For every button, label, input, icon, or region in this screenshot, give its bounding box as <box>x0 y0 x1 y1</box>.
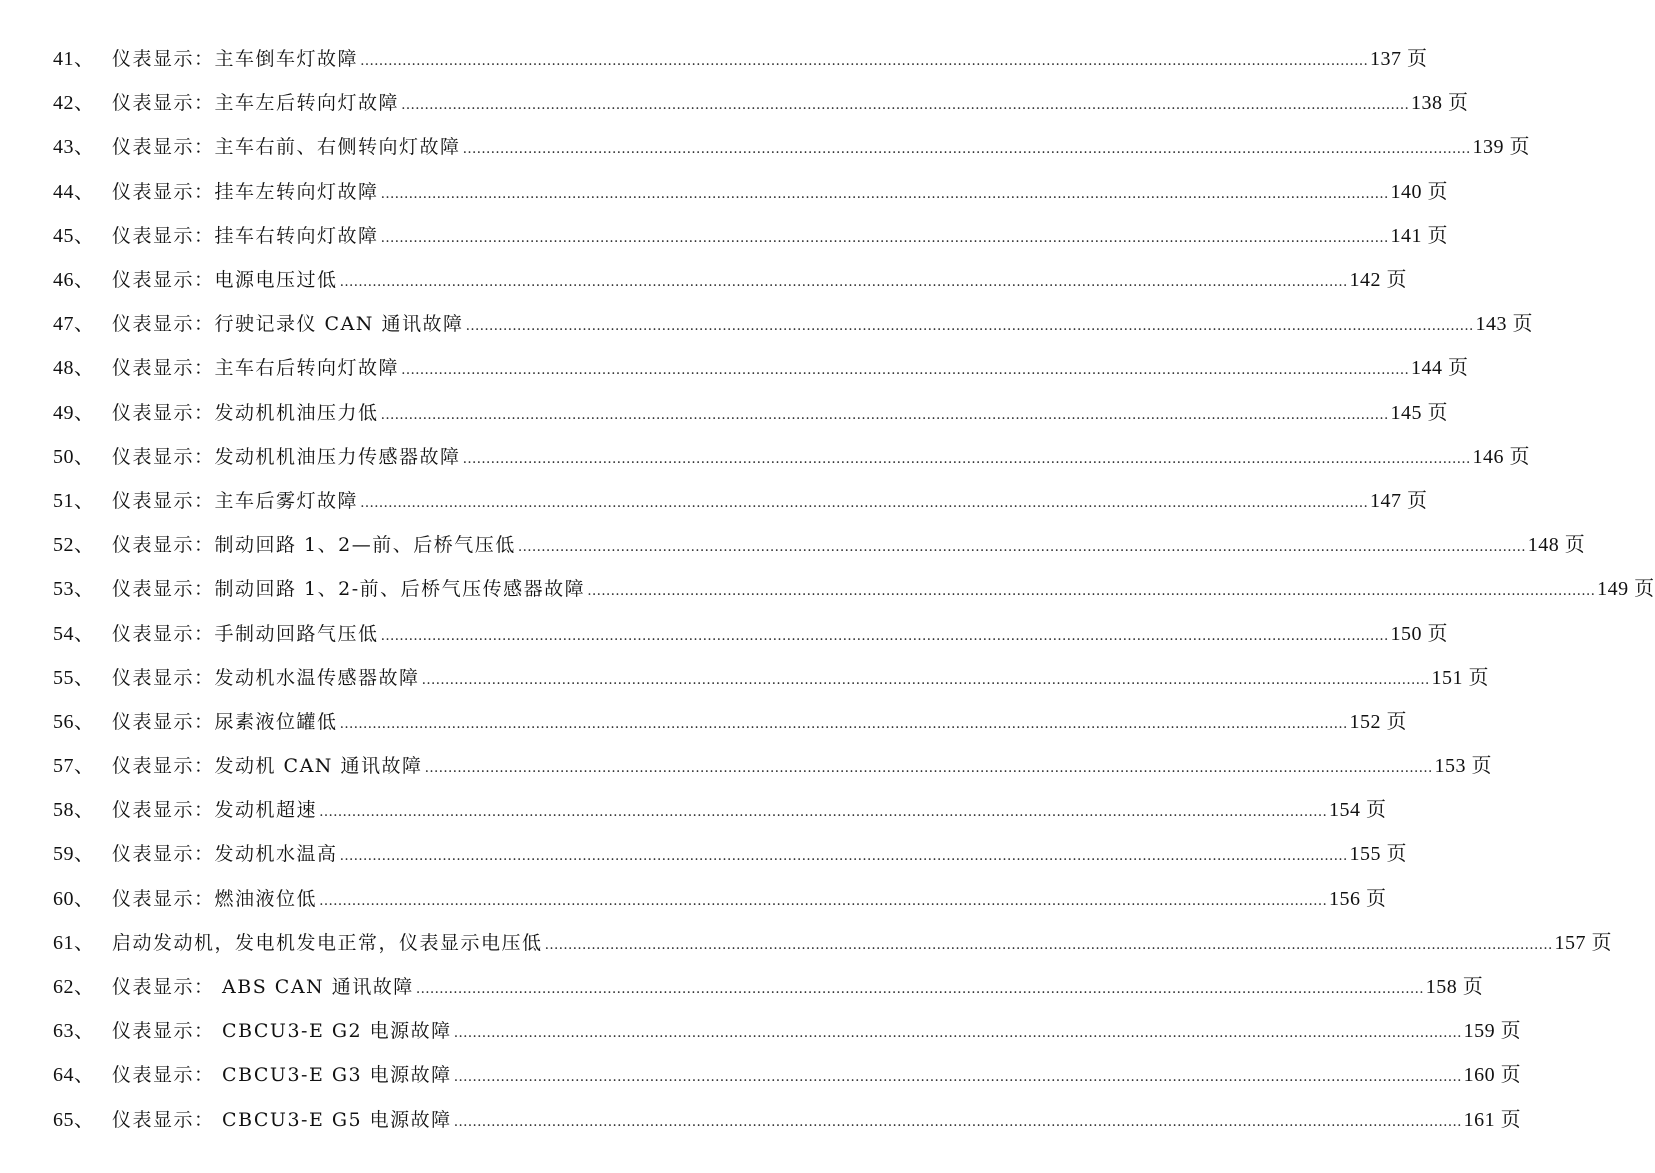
toc-entry-body <box>112 445 1531 468</box>
toc-entry[interactable] <box>0 788 1387 832</box>
toc-entry-number: 42、 <box>53 92 95 115</box>
toc-entry-page: 140 页 <box>1390 180 1449 203</box>
toc-entry[interactable] <box>0 523 1586 567</box>
toc-entry-number: 47、 <box>53 313 95 336</box>
toc-entry-body <box>112 666 1490 689</box>
toc-leader-dots: ……………………………………………………………………………………………………………………………………………………………………………………………… <box>453 1025 1462 1042</box>
toc-entry[interactable] <box>0 37 1428 81</box>
toc-entry[interactable] <box>0 346 1469 390</box>
toc-entry-number: 48、 <box>53 357 95 380</box>
toc-leader-dots: ……………………………………………………………………………………………………………………………………………………………………………………………… <box>544 936 1553 953</box>
toc-entry-body <box>112 1020 1522 1043</box>
toc-entry-title: 仪表显示：主车右前、右侧转向灯故障 <box>112 136 461 159</box>
toc-entry-page: 159 页 <box>1463 1020 1522 1043</box>
toc-leader-dots: ……………………………………………………………………………………………………………………………………………………………………………………………… <box>380 229 1389 246</box>
toc-leader-dots: ……………………………………………………………………………………………………………………………………………………………………………………………… <box>453 1113 1462 1130</box>
toc-leader-dots: ……………………………………………………………………………………………………………………………………………………………………………………………… <box>462 141 1471 158</box>
toc-leader-dots: ……………………………………………………………………………………………………………………………………………………………………………………………… <box>401 362 1410 379</box>
toc-entry[interactable] <box>0 81 1469 125</box>
toc-leader-dots: ……………………………………………………………………………………………………………………………………………………………………………………………… <box>360 53 1369 70</box>
toc-entry-title: 仪表显示：手制动回路气压低 <box>112 622 379 645</box>
toc-entry-title: 仪表显示：挂车左转向灯故障 <box>112 180 379 203</box>
toc-entry-page: 151 页 <box>1431 666 1490 689</box>
toc-entry-page: 158 页 <box>1425 976 1484 999</box>
toc-entry-body <box>112 1108 1522 1131</box>
toc-leader-dots: ……………………………………………………………………………………………………………………………………………………………………………………………… <box>319 892 1328 909</box>
toc-entry-number: 44、 <box>53 180 95 203</box>
toc-entry[interactable] <box>0 611 1449 655</box>
toc-entry-number: 41、 <box>53 48 95 71</box>
toc-entry-page: 144 页 <box>1411 357 1469 380</box>
toc-entry-title: 仪表显示：发动机水温传感器故障 <box>112 666 420 689</box>
toc-entry-title: 仪表显示：发动机 CAN 通讯故障 <box>112 755 423 778</box>
toc-entry[interactable] <box>0 877 1387 921</box>
toc-entry-title: 仪表显示：行驶记录仪 CAN 通讯故障 <box>112 313 464 336</box>
toc-entry-title: 仪表显示： CBCU3-E G5 电源故障 <box>112 1108 452 1131</box>
toc-entry-page: 160 页 <box>1463 1064 1522 1087</box>
toc-entry-number: 60、 <box>53 887 95 910</box>
toc-entry-number: 54、 <box>53 622 95 645</box>
toc-entry-page: 154 页 <box>1329 799 1387 822</box>
toc-entry-body <box>112 931 1613 954</box>
toc-entry-body <box>112 313 1533 336</box>
toc-entry-number: 64、 <box>53 1064 95 1087</box>
toc-entry-page: 155 页 <box>1349 843 1408 866</box>
toc-entry-number: 58、 <box>53 799 95 822</box>
toc-leader-dots: ……………………………………………………………………………………………………………………………………………………………………………………………… <box>360 494 1369 511</box>
toc-entry-body <box>112 269 1408 292</box>
toc-entry-title: 仪表显示： ABS CAN 通讯故障 <box>112 976 414 999</box>
toc-entry-number: 49、 <box>53 401 95 424</box>
toc-leader-dots: ……………………………………………………………………………………………………………………………………………………………………………………………… <box>319 804 1328 821</box>
toc-entry-title: 仪表显示：主车右后转向灯故障 <box>112 357 400 380</box>
toc-entry[interactable] <box>0 656 1490 700</box>
toc-entry-page: 147 页 <box>1370 489 1428 512</box>
toc-entry-title: 仪表显示： CBCU3-E G3 电源故障 <box>112 1064 452 1087</box>
toc-entry-body <box>112 710 1408 733</box>
toc-entry-number: 45、 <box>53 224 95 247</box>
toc-entry-title: 仪表显示：主车倒车灯故障 <box>112 48 359 71</box>
toc-entry-body <box>112 622 1449 645</box>
toc-entry-page: 145 页 <box>1390 401 1449 424</box>
toc-entry[interactable] <box>0 921 1613 965</box>
toc-entry-page: 149 页 <box>1597 578 1655 601</box>
toc-entry-title: 仪表显示：挂车右转向灯故障 <box>112 224 379 247</box>
toc-entry-number: 62、 <box>53 976 95 999</box>
toc-entry-number: 53、 <box>53 578 95 601</box>
toc-entry-number: 63、 <box>53 1020 95 1043</box>
toc-leader-dots: ……………………………………………………………………………………………………………………………………………………………………………………………… <box>380 406 1389 423</box>
table-of-contents <box>0 37 1655 1142</box>
toc-entry-body <box>112 92 1469 115</box>
toc-entry-page: 156 页 <box>1329 887 1387 910</box>
toc-entry[interactable] <box>0 214 1449 258</box>
toc-entry[interactable] <box>0 567 1655 611</box>
toc-entry-body <box>112 887 1387 910</box>
toc-entry[interactable] <box>0 965 1484 1009</box>
toc-entry[interactable] <box>0 1098 1522 1142</box>
toc-entry-title: 仪表显示：主车后雾灯故障 <box>112 489 359 512</box>
toc-entry-body <box>112 136 1531 159</box>
toc-entry-page: 138 页 <box>1411 92 1469 115</box>
toc-entry-number: 55、 <box>53 666 95 689</box>
toc-leader-dots: ……………………………………………………………………………………………………………………………………………………………………………………………… <box>421 671 1430 688</box>
toc-entry-number: 56、 <box>53 710 95 733</box>
toc-leader-dots: ……………………………………………………………………………………………………………………………………………………………………………………………… <box>465 318 1474 335</box>
toc-entry-page: 137 页 <box>1370 48 1428 71</box>
toc-entry-body <box>112 489 1428 512</box>
toc-entry-title: 仪表显示：发动机机油压力传感器故障 <box>112 445 461 468</box>
toc-entry[interactable] <box>0 435 1531 479</box>
toc-entry-body <box>112 976 1484 999</box>
toc-leader-dots: ……………………………………………………………………………………………………………………………………………………………………………………………… <box>339 274 1348 291</box>
toc-leader-dots: ……………………………………………………………………………………………………………………………………………………………………………………………… <box>380 185 1389 202</box>
toc-entry-body <box>112 224 1449 247</box>
toc-entry-number: 57、 <box>53 755 95 778</box>
toc-leader-dots: ……………………………………………………………………………………………………………………………………………………………………………………………… <box>517 539 1526 556</box>
toc-entry-page: 142 页 <box>1349 269 1408 292</box>
toc-entry-title: 启动发动机，发电机发电正常，仪表显示电压低 <box>112 931 543 954</box>
toc-leader-dots: ……………………………………………………………………………………………………………………………………………………………………………………………… <box>453 1069 1462 1086</box>
toc-entry-title: 仪表显示：主车左后转向灯故障 <box>112 92 400 115</box>
toc-entry[interactable] <box>0 700 1408 744</box>
toc-entry-page: 161 页 <box>1463 1108 1522 1131</box>
toc-entry-title: 仪表显示：尿素液位罐低 <box>112 710 338 733</box>
toc-entry-number: 43、 <box>53 136 95 159</box>
toc-entry-page: 139 页 <box>1472 136 1531 159</box>
toc-entry[interactable] <box>0 1053 1522 1097</box>
toc-entry[interactable] <box>0 832 1408 876</box>
toc-entry-number: 52、 <box>53 534 95 557</box>
toc-entry-number: 59、 <box>53 843 95 866</box>
toc-entry-body <box>112 799 1387 822</box>
toc-entry-body <box>112 357 1469 380</box>
toc-entry-title: 仪表显示：电源电压过低 <box>112 269 338 292</box>
toc-entry-title: 仪表显示：发动机超速 <box>112 799 318 822</box>
toc-leader-dots: ……………………………………………………………………………………………………………………………………………………………………………………………… <box>401 97 1410 114</box>
toc-entry-title: 仪表显示： CBCU3-E G2 电源故障 <box>112 1020 452 1043</box>
toc-entry-page: 153 页 <box>1434 755 1492 778</box>
toc-entry-body <box>112 534 1586 557</box>
toc-leader-dots: ……………………………………………………………………………………………………………………………………………………………………………………………… <box>424 760 1433 777</box>
toc-entry[interactable] <box>0 744 1492 788</box>
toc-entry-body <box>112 401 1449 424</box>
toc-leader-dots: ……………………………………………………………………………………………………………………………………………………………………………………………… <box>339 848 1348 865</box>
toc-entry[interactable] <box>0 125 1531 169</box>
toc-entry-title: 仪表显示：制动回路 1、2-前、后桥气压传感器故障 <box>112 578 586 601</box>
toc-entry-body <box>112 1064 1522 1087</box>
toc-leader-dots: ……………………………………………………………………………………………………………………………………………………………………………………………… <box>380 627 1389 644</box>
toc-entry-number: 61、 <box>53 931 95 954</box>
toc-entry-title: 仪表显示：发动机机油压力低 <box>112 401 379 424</box>
toc-entry-page: 146 页 <box>1472 445 1531 468</box>
toc-leader-dots: ……………………………………………………………………………………………………………………………………………………………………………………………… <box>587 583 1596 600</box>
toc-entry-page: 150 页 <box>1390 622 1449 645</box>
toc-leader-dots: ……………………………………………………………………………………………………………………………………………………………………………………………… <box>339 715 1348 732</box>
toc-entry-body <box>112 48 1428 71</box>
toc-entry-body <box>112 755 1492 778</box>
toc-entry-title: 仪表显示：制动回路 1、2—前、后桥气压低 <box>112 534 516 557</box>
toc-entry[interactable] <box>0 1009 1522 1053</box>
toc-entry[interactable] <box>0 479 1428 523</box>
toc-entry-page: 152 页 <box>1349 710 1408 733</box>
toc-leader-dots: ……………………………………………………………………………………………………………………………………………………………………………………………… <box>462 450 1471 467</box>
toc-entry-body <box>112 180 1449 203</box>
toc-entry-title: 仪表显示：发动机水温高 <box>112 843 338 866</box>
toc-entry[interactable] <box>0 302 1533 346</box>
toc-entry-body <box>112 843 1408 866</box>
toc-entry-page: 141 页 <box>1390 224 1449 247</box>
toc-entry-number: 65、 <box>53 1108 95 1131</box>
toc-entry-number: 50、 <box>53 445 95 468</box>
toc-leader-dots: ……………………………………………………………………………………………………………………………………………………………………………………………… <box>415 981 1424 998</box>
toc-entry-page: 157 页 <box>1554 931 1613 954</box>
toc-entry-page: 143 页 <box>1475 313 1533 336</box>
toc-entry[interactable] <box>0 391 1449 435</box>
toc-entry-title: 仪表显示：燃油液位低 <box>112 887 318 910</box>
toc-entry[interactable] <box>0 170 1449 214</box>
toc-entry-number: 51、 <box>53 489 95 512</box>
toc-entry-body <box>112 578 1655 601</box>
toc-entry-number: 46、 <box>53 269 95 292</box>
toc-entry-page: 148 页 <box>1527 534 1586 557</box>
toc-entry[interactable] <box>0 258 1408 302</box>
